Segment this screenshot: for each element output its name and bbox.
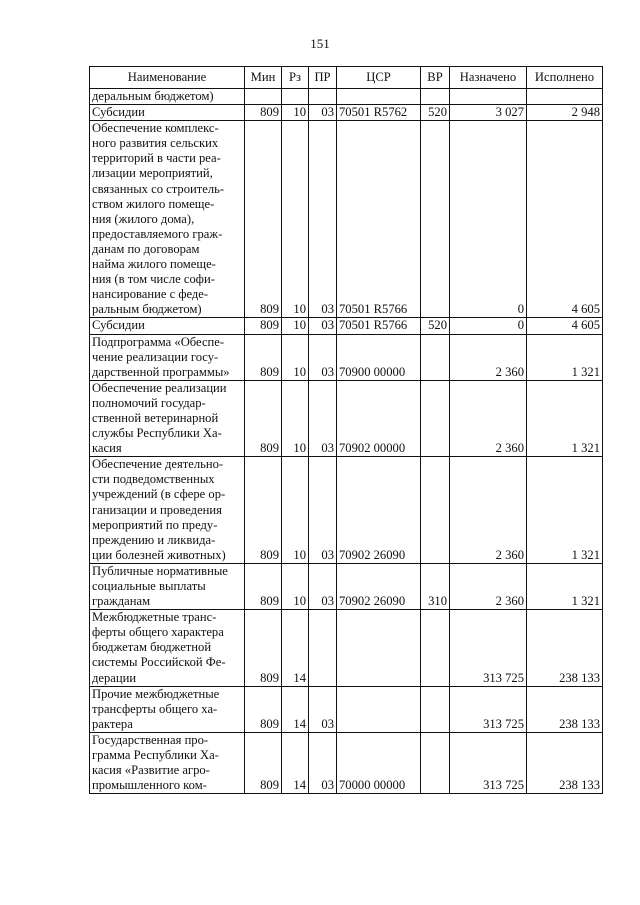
row-vr — [421, 334, 450, 380]
row-vr — [421, 610, 450, 686]
row-pr: 03 — [309, 563, 337, 609]
row-vr: 520 — [421, 318, 450, 334]
row-nazn: 313 725 — [450, 686, 527, 732]
row-vr: 310 — [421, 563, 450, 609]
row-pr: 03 — [309, 318, 337, 334]
row-min: 809 — [245, 563, 282, 609]
row-name: Обеспечение реализации полномочий государ- ственной ветеринарной службы Республики Ха- касия — [90, 380, 245, 456]
header-rz: Рз — [282, 67, 309, 89]
row-rz: 10 — [282, 318, 309, 334]
row-csr: 70501 R5762 — [337, 105, 421, 121]
table-row — [90, 318, 603, 334]
row-nazn — [450, 89, 527, 105]
row-isp: 238 133 — [527, 732, 603, 793]
row-pr: 03 — [309, 457, 337, 564]
row-csr: 70902 00000 — [337, 380, 421, 456]
row-isp: 4 605 — [527, 318, 603, 334]
row-isp: 238 133 — [527, 610, 603, 686]
row-pr: 03 — [309, 121, 337, 318]
row-csr — [337, 89, 421, 105]
row-min: 809 — [245, 318, 282, 334]
row-min — [245, 89, 282, 105]
table-row — [90, 457, 603, 564]
row-name: Подпрограмма «Обеспе- чение реализации госу- дарственной программы» — [90, 334, 245, 380]
row-min: 809 — [245, 121, 282, 318]
row-nazn: 2 360 — [450, 457, 527, 564]
row-name: Обеспечение комплекс- ного развития сельских территорий в части реа- лизации мероприятий, связанных со строитель- ством жилого помеще- ния (жилого дома), предоставляемого граж- данам по договорам найма жилого помеще- ния (в том числе софи- нансирование с феде- ральным бюджетом) — [90, 121, 245, 318]
row-rz: 10 — [282, 380, 309, 456]
row-name: Межбюджетные транс- ферты общего характера бюджетам бюджетной системы Российской Фе- дерации — [90, 610, 245, 686]
row-name: Обеспечение деятельно- сти подведомственных учреждений (в сфере ор- ганизации и проведения мероприятий по преду- преждению и ликвида- ции болезней животных) — [90, 457, 245, 564]
row-nazn: 2 360 — [450, 563, 527, 609]
table-header-row — [90, 67, 603, 89]
header-csr: ЦСР — [337, 67, 421, 89]
row-name: Субсидии — [90, 318, 245, 334]
row-isp: 1 321 — [527, 457, 603, 564]
row-isp: 4 605 — [527, 121, 603, 318]
table-row — [90, 380, 603, 456]
row-vr — [421, 121, 450, 318]
table-row — [90, 610, 603, 686]
row-min: 809 — [245, 732, 282, 793]
budget-table — [89, 66, 603, 794]
row-nazn: 3 027 — [450, 105, 527, 121]
row-csr: 70501 R5766 — [337, 318, 421, 334]
row-vr — [421, 457, 450, 564]
row-min: 809 — [245, 380, 282, 456]
row-name: Субсидии — [90, 105, 245, 121]
table-row — [90, 334, 603, 380]
row-rz: 10 — [282, 105, 309, 121]
header-name: Наименование — [90, 67, 245, 89]
table-row — [90, 105, 603, 121]
row-isp: 1 321 — [527, 334, 603, 380]
row-csr: 70902 26090 — [337, 457, 421, 564]
row-vr — [421, 380, 450, 456]
row-isp: 2 948 — [527, 105, 603, 121]
row-csr: 70000 00000 — [337, 732, 421, 793]
row-nazn: 2 360 — [450, 334, 527, 380]
row-csr — [337, 610, 421, 686]
row-pr — [309, 610, 337, 686]
row-min: 809 — [245, 457, 282, 564]
row-rz: 14 — [282, 732, 309, 793]
table-row — [90, 563, 603, 609]
page-number: 151 — [310, 36, 330, 51]
row-isp: 238 133 — [527, 686, 603, 732]
row-nazn: 0 — [450, 318, 527, 334]
row-isp — [527, 89, 603, 105]
row-nazn: 313 725 — [450, 732, 527, 793]
row-isp: 1 321 — [527, 563, 603, 609]
row-rz: 10 — [282, 121, 309, 318]
row-min: 809 — [245, 105, 282, 121]
header-vr: ВР — [421, 67, 450, 89]
header-min: Мин — [245, 67, 282, 89]
row-csr: 70501 R5766 — [337, 121, 421, 318]
table-row — [90, 121, 603, 318]
row-pr: 03 — [309, 334, 337, 380]
row-csr: 70900 00000 — [337, 334, 421, 380]
row-min: 809 — [245, 610, 282, 686]
row-pr — [309, 89, 337, 105]
row-nazn: 2 360 — [450, 380, 527, 456]
header-pr: ПР — [309, 67, 337, 89]
table-row — [90, 89, 603, 105]
row-csr — [337, 686, 421, 732]
row-nazn: 313 725 — [450, 610, 527, 686]
row-pr: 03 — [309, 105, 337, 121]
row-rz: 14 — [282, 610, 309, 686]
table-row — [90, 686, 603, 732]
row-vr — [421, 686, 450, 732]
row-name: дeральным бюджетом) — [90, 89, 245, 105]
row-pr: 03 — [309, 380, 337, 456]
row-rz: 10 — [282, 457, 309, 564]
row-pr: 03 — [309, 732, 337, 793]
row-min: 809 — [245, 334, 282, 380]
row-rz: 14 — [282, 686, 309, 732]
row-vr — [421, 732, 450, 793]
row-rz — [282, 89, 309, 105]
row-rz: 10 — [282, 334, 309, 380]
header-isp: Исполнено — [527, 67, 603, 89]
table-row — [90, 732, 603, 793]
row-name: Прочие межбюджетные трансферты общего ха- рактера — [90, 686, 245, 732]
row-vr — [421, 89, 450, 105]
row-nazn: 0 — [450, 121, 527, 318]
row-name: Государственная про- грамма Республики Ха- касия «Развитие агро- промышленного ком- — [90, 732, 245, 793]
row-isp: 1 321 — [527, 380, 603, 456]
row-min: 809 — [245, 686, 282, 732]
row-csr: 70902 26090 — [337, 563, 421, 609]
row-pr: 03 — [309, 686, 337, 732]
row-name: Публичные нормативные социальные выплаты гражданам — [90, 563, 245, 609]
header-nazn: Назначено — [450, 67, 527, 89]
row-vr: 520 — [421, 105, 450, 121]
row-rz: 10 — [282, 563, 309, 609]
